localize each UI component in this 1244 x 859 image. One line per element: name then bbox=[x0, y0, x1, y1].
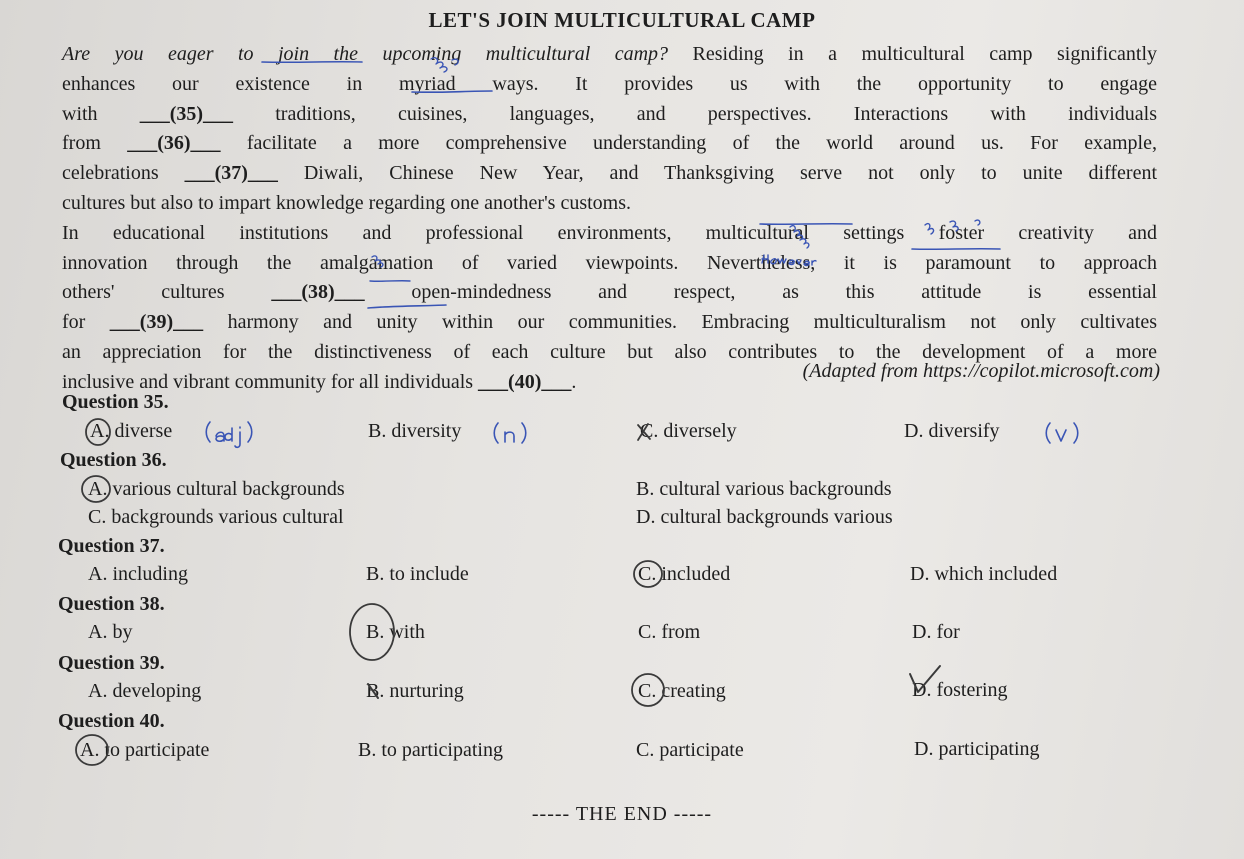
passage-text: Residing in a multicultural camp significantly bbox=[668, 43, 1158, 65]
q40-option-b[interactable]: B. to participating bbox=[358, 739, 503, 761]
ink-note-n bbox=[494, 423, 526, 443]
q36-option-d[interactable]: D. cultural backgrounds various bbox=[636, 506, 893, 528]
question-37-title: Question 37. bbox=[58, 535, 165, 557]
passage-text: cultures but also to impart knowledge regarding one another's customs. bbox=[62, 191, 632, 214]
question-38-title: Question 38. bbox=[58, 593, 165, 615]
q37-option-a[interactable]: A. including bbox=[88, 563, 188, 585]
ink-note-adj bbox=[206, 422, 252, 447]
passage-line-4 bbox=[62, 129, 1157, 159]
passage-text: . bbox=[571, 370, 577, 393]
passage-text: traditions, cuisines, languages, and perspectives. Interactions with individuals bbox=[233, 102, 1157, 125]
passage-line-6 bbox=[62, 189, 1157, 219]
blank-40: ___(40)___ bbox=[478, 370, 572, 393]
passage-line-3 bbox=[62, 100, 1157, 130]
passage-text: open-mindedness and respect, as this attitude is essential bbox=[364, 281, 1157, 304]
q39-option-b[interactable]: B. nurturing bbox=[366, 680, 464, 702]
q36-option-a[interactable]: A. various cultural backgrounds bbox=[88, 478, 345, 500]
passage-text: facilitate a more comprehensive understanding of the world around us. For example, bbox=[220, 132, 1157, 155]
passage-text: with bbox=[62, 102, 140, 125]
end-marker: ----- THE END ----- bbox=[531, 803, 713, 825]
passage-text: Diwali, Chinese New Year, and Thanksgiving serve not only to unite different bbox=[277, 162, 1158, 185]
passage-text: In educational institutions and professional environments, multicultural settings foster creativity and bbox=[62, 221, 1157, 244]
q35-option-a[interactable]: A. diverse bbox=[90, 420, 173, 442]
passage-text: others' cultures bbox=[62, 281, 272, 304]
q40-option-a[interactable]: A. to participate bbox=[80, 739, 210, 761]
q39-option-c[interactable]: C. creating bbox=[638, 680, 726, 702]
q37-option-c[interactable]: C. included bbox=[638, 563, 731, 585]
passage-text: for bbox=[62, 311, 110, 334]
q39-option-d[interactable]: D. fostering bbox=[912, 679, 1008, 701]
blank-35: ___(35)___ bbox=[139, 102, 234, 125]
passage-italic-question: Are you eager to join the upcoming multicultural camp? bbox=[62, 43, 669, 65]
passage-text: harmony and unity within our communities. Embracing multiculturalism not only cultivates bbox=[203, 311, 1157, 334]
q38-option-a[interactable]: A. by bbox=[88, 621, 133, 643]
q39-option-a[interactable]: A. developing bbox=[88, 680, 202, 702]
passage-line-1 bbox=[62, 40, 1157, 70]
question-36-title: Question 36. bbox=[60, 449, 167, 471]
passage-text: innovation through the amalgamation of varied viewpoints. Nevertheless, it is paramount to approach bbox=[62, 251, 1157, 274]
passage-line-7 bbox=[62, 219, 1157, 249]
passage-line-10 bbox=[62, 308, 1157, 338]
q35-option-d[interactable]: D. diversify bbox=[904, 420, 1000, 442]
blank-36: ___(36)___ bbox=[127, 132, 221, 155]
blank-37: ___(37)___ bbox=[184, 162, 278, 185]
blank-39: ___(39)___ bbox=[109, 311, 204, 334]
passage-line-5 bbox=[62, 159, 1157, 189]
q38-option-c[interactable]: C. from bbox=[638, 621, 701, 643]
ink-note-v bbox=[1046, 423, 1078, 443]
q35-option-b[interactable]: B. diversity bbox=[368, 420, 462, 442]
q38-option-d[interactable]: D. for bbox=[912, 621, 960, 643]
q40-option-c[interactable]: C. participate bbox=[636, 739, 744, 761]
passage-text: from bbox=[62, 132, 128, 155]
q36-option-b[interactable]: B. cultural various backgrounds bbox=[636, 478, 892, 500]
q37-option-b[interactable]: B. to include bbox=[366, 563, 469, 585]
passage-text: enhances our existence in myriad ways. It provides us with the opportunity to engage bbox=[62, 72, 1157, 95]
q37-option-d[interactable]: D. which included bbox=[910, 563, 1058, 585]
q35-option-c[interactable]: C. diversely bbox=[640, 420, 737, 442]
q38-option-b[interactable]: B. with bbox=[366, 621, 425, 643]
question-40-title: Question 40. bbox=[58, 710, 165, 732]
question-39-title: Question 39. bbox=[58, 652, 165, 674]
passage-line-9 bbox=[62, 278, 1157, 308]
blank-38: ___(38)___ bbox=[271, 281, 365, 304]
passage-line-8 bbox=[62, 249, 1157, 279]
q36-option-c[interactable]: C. backgrounds various cultural bbox=[88, 506, 344, 528]
question-35-title: Question 35. bbox=[62, 391, 169, 413]
passage-line-2 bbox=[62, 70, 1157, 100]
passage-text: celebrations bbox=[62, 162, 185, 185]
reading-passage bbox=[62, 40, 1157, 398]
passage-text: an appreciation for the distinctiveness of each culture but also contributes to the development of a more bbox=[62, 340, 1157, 363]
passage-text: inclusive and vibrant community for all individuals bbox=[62, 370, 479, 393]
worksheet-title: LET'S JOIN MULTICULTURAL CAMP bbox=[428, 8, 816, 32]
q40-option-d[interactable]: D. participating bbox=[914, 738, 1040, 760]
source-citation: (Adapted from https://copilot.microsoft.com) bbox=[802, 360, 1160, 382]
